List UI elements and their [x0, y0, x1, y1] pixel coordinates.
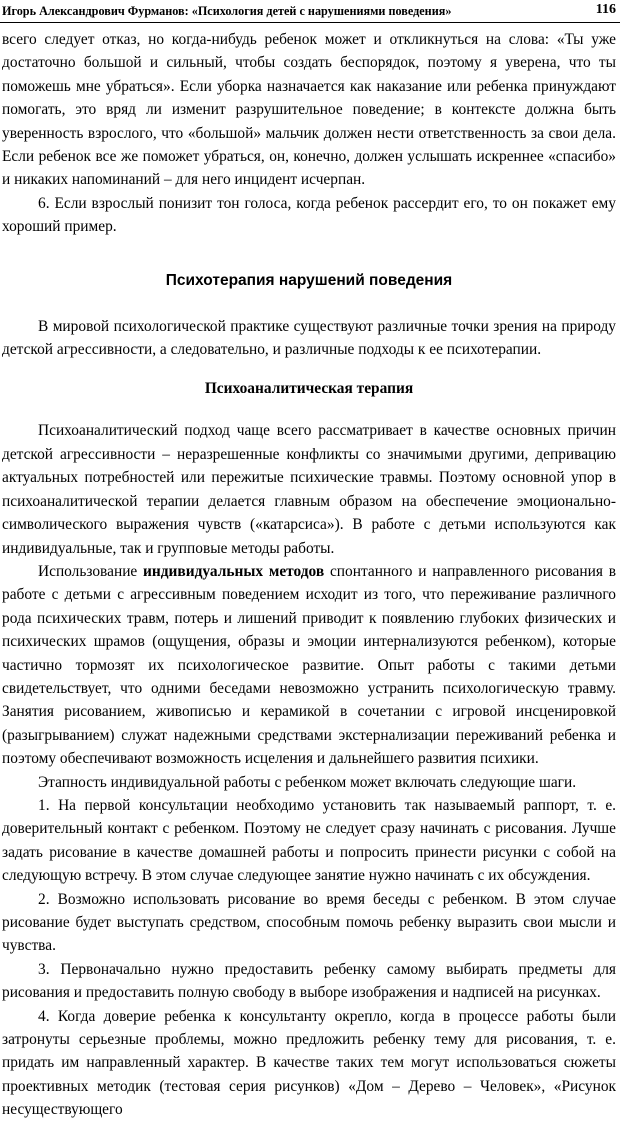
text-run: Использование [38, 562, 144, 580]
paragraph-step-2: 2. Возможно использовать рисование во время беседы с ребенком. В этом случае рисование будет выступать средством, способным помочь ребенку выразить свои мысли и чувства. [2, 890, 616, 955]
paragraph-step-3: 3. Первоначально нужно предоставить ребенку самому выбирать предметы для рисования и предоставить полную свободу в выборе изображения и надписей на рисунках. [2, 960, 616, 1002]
paragraph-psychoanalytic: Психоаналитический подход чаще всего рассматривает в качестве основных причин детской агрессивности – неразрешенные конфликты со значимыми другими, депривацию актуальных потребностей или пережитые психические травмы. Поэтому основной упор в психоаналитической терапии делается главным образом на обеспечение эмоционально-символического выражения чувств («катарсиса»). В работе с детьми используются как индивидуальные, так и групповые методы работы. [2, 422, 616, 557]
page-body [2, 28, 616, 1122]
paragraph-steps-intro: Этапность индивидуальной работы с ребенком может включать следующие шаги. [38, 773, 577, 791]
paragraph-individual-methods [2, 560, 616, 771]
text-run: спонтанного и направленного рисования в работе с детьми с агрессивным поведением исходит из того, что переживание различного рода психических травм, потерь и лишений приводит к появлению глубоких физических и психических шрамов (ощущения, образы и эмоции интернализуются ребенком), которые частично тормозят их психологическое развитие. Опыт работы с такими детьми свидетельствует, что одними беседами невозможно устранить психологическую травму. Занятия рисованием, живописью и керамикой в сочетании с игровой инсценировкой (разыгрыванием) служат надежными средствами экстернализации переживаний ребенка и поэтому обеспечивают возможность исцеления и дальнейшего развития психики. [2, 562, 616, 768]
page-number: 116 [595, 2, 616, 17]
bold-term: индивидуальных методов [143, 562, 325, 580]
paragraph-continuation: всего следует отказ, но когда-нибудь ребенок может и откликнуться на слова: «Ты уже достаточно большой и сильный, чтобы создать беспорядок, поэтому я уверена, что ты поможешь мне убраться». Если уборка назначается как наказание или ребенка принуждают помогать, это вряд ли изменит разрушительное поведение; в контексте должна быть уверенность взрослого, что «большой» мальчик должен нести ответственность за свои дела. Если ребенок все же поможет убраться, он, конечно, должен услышать искреннее «спасибо» и никаких напоминаний – для него инцидент исчерпан. [2, 31, 616, 189]
paragraph-step-1: 1. На первой консультации необходимо установить так называемый раппорт, т. е. доверительный контакт с ребенком. Поэтому не следует сразу начинать с рисования. Лучше задать рисование в качестве домашней работы и попросить принести рисунки с собой на следующую встречу. В этом случае следующее занятие нужно начинать с их обсуждения. [2, 796, 616, 885]
running-title: Игорь Александрович Фурманов: «Психология детей с нарушениями поведения» [2, 4, 452, 18]
paragraph-step-4: 4. Когда доверие ребенка к консультанту окрепло, когда в процессе работы были затронуты серьезные проблемы, можно предложить ребенку тему для рисования, т. е. придать им направленный характер. В качестве таких тем могут использоваться сюжеты проективных методик (тестовая серия рисунков) «Дом – Дерево – Человек», «Рисунок несуществующего [2, 1007, 616, 1119]
paragraph-intro: В мировой психологической практике существуют различные точки зрения на природу детской агрессивности, а следовательно, и различные подходы к ее психотерапии. [2, 317, 616, 359]
subsection-heading: Психоаналитическая терапия [204, 380, 414, 398]
paragraph-item-6: 6. Если взрослый понизит тон голоса, когда ребенок рассердит его, то он покажет ему хороший пример. [2, 194, 616, 236]
section-heading: Психотерапия нарушений поведения [165, 271, 453, 289]
page-header [0, 0, 620, 23]
